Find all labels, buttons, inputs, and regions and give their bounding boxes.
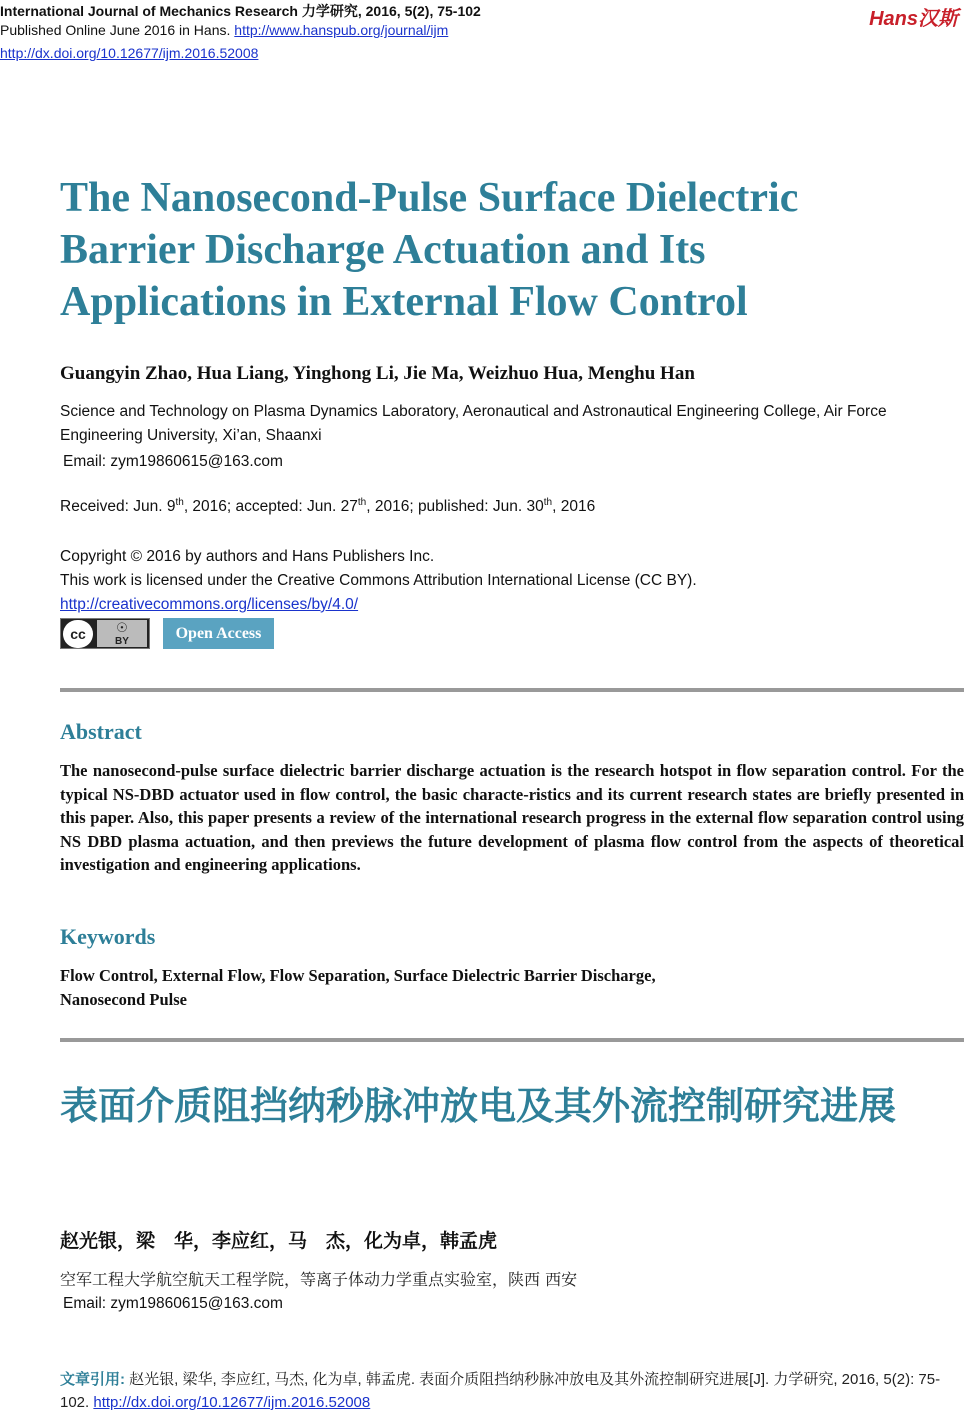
affiliation-zh: 空军工程大学航空航天工程学院，等离子体动力学重点实验室，陕西 西安 [60,1270,578,1289]
published-prefix: Published Online June 2016 in Hans. [0,22,235,38]
by-icon [97,620,147,647]
sup-th: th [357,497,367,508]
dates-line [60,497,595,516]
authors-zh: 赵光银，梁 华，李应红，马 杰，化为卓，韩孟虎 [60,1230,498,1252]
journal-link[interactable]: http://www.hanspub.org/journal/ijm [234,22,449,38]
authors-en: Guangyin Zhao, Hua Liang, Yinghong Li, Jie Ma, Weizhuo Hua, Menghu Han [60,363,695,384]
published-date: , 2016; published: Jun. 30 [366,498,544,516]
divider [60,688,964,692]
by-label: BY [115,636,129,647]
copyright-block [60,545,697,617]
keywords-line: Nanosecond Pulse [60,989,187,1009]
abstract-heading: Abstract [60,719,142,744]
abstract-text: The nanosecond-pulse surface dielectric barrier discharge actuation is the research hotspot in flow separation control. For the typical NS-DBD actuator used in flow control, the basic characte-ristics and its current research states are briefly presented in this paper. Also, this paper presents a review of the international research progress in the external flow separation control using NS DBD plasma actuation, and then previews the future development of plasma flow control from the aspects of theoretical investigation and engineering applications. [60,761,964,874]
received-date: Received: Jun. 9 [60,498,176,516]
sup-th: th [175,497,184,508]
paper-title-zh: 表面介质阻挡纳秒脉冲放电及其外流控制研究进展 [60,1084,897,1128]
keywords-line: Flow Control, External Flow, Flow Separation, Surface Dielectric Barrier Discharge, [60,966,656,985]
cc-by-badge[interactable] [60,618,150,649]
license-line: This work is licensed under the Creative Commons Attribution International License (CC BY). [60,572,697,589]
keywords-heading: Keywords [60,924,156,949]
doi-line [0,44,258,62]
license-link[interactable]: http://creativecommons.org/licenses/by/4.0/ [60,596,359,613]
copyright-line: Copyright © 2016 by authors and Hans Publishers Inc. [60,548,435,565]
person-icon: ☉ [116,620,128,635]
hans-logo: Hans汉斯 [869,8,958,30]
cc-icon: cc [63,620,93,648]
email-en: Email: zym19860615@163.com [63,453,283,470]
open-access-badge[interactable]: Open Access [163,618,274,649]
journal-header: International Journal of Mechanics Research 力学研究, 2016, 5(2), 75-102 [0,3,481,19]
citation-label: 文章引用: [60,1371,125,1388]
published-line [0,21,448,39]
email-zh: Email: zym19860615@163.com [63,1295,283,1312]
citation-doi-link[interactable]: http://dx.doi.org/10.12677/ijm.2016.52008 [93,1394,371,1411]
affiliation-en: Science and Technology on Plasma Dynamics Laboratory, Aeronautical and Astronautical Engineering College, Air Force Engineering University, Xi’an, Shaanxi [60,403,887,444]
sup-th: th [543,497,553,508]
divider [60,1038,964,1042]
doi-link[interactable]: http://dx.doi.org/10.12677/ijm.2016.52008 [0,45,259,61]
keywords [60,964,960,1011]
citation [60,1368,960,1414]
date-end: , 2016 [552,498,596,516]
paper-title-en: The Nanosecond-Pulse Surface Dielectric Barrier Discharge Actuation and Its Applications in External Flow Control [60,175,799,325]
accepted-date: , 2016; accepted: Jun. 27 [183,498,358,516]
citation-text: 赵光银, 梁华, 李应红, 马杰, 化为卓, 韩孟虎. 表面介质阻挡纳秒脉冲放电及其外流控制研究进展[J]. 力学研究, 2016, 5(2): 75-102. [60,1371,941,1411]
